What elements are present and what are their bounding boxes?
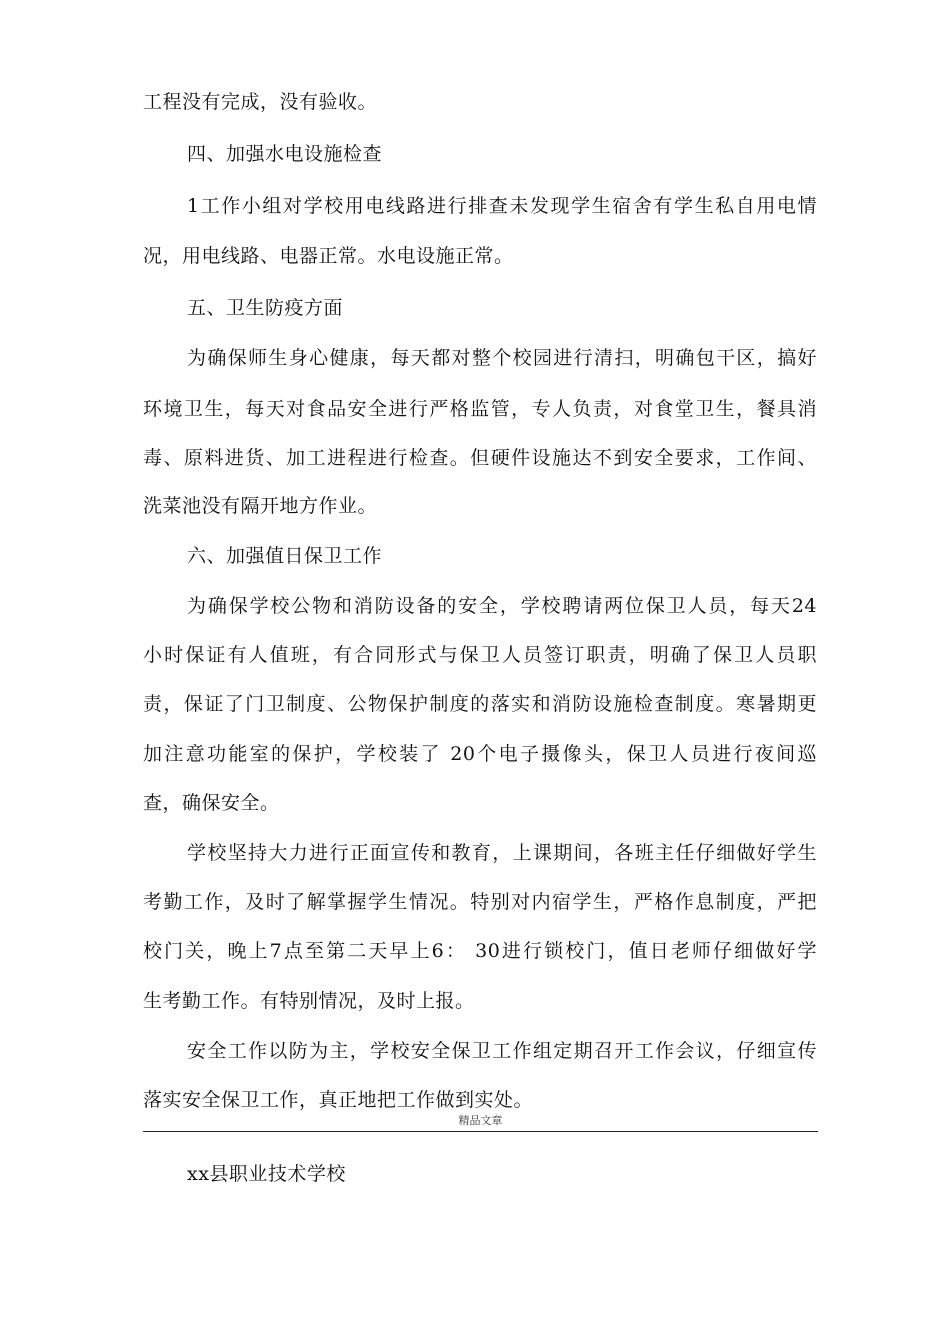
text-line-13: 责，保证了门卫制度、公物保护制度的落实和消防设施检查制度。寒暑期更 (143, 693, 817, 715)
text-line-11: 为确保学校公物和消防设备的安全，学校聘请两位保卫人员，每天24 (187, 595, 817, 617)
text-line-19: 生考勤工作。有特别情况，及时上报。 (143, 990, 475, 1012)
signature-school-name: xx县职业技术学校 (187, 1163, 346, 1185)
footer-label: 精品文章 (458, 1114, 503, 1127)
text-line-21: 落实安全保卫工作，真正地把工作做到实处。 (143, 1089, 534, 1111)
text-line-17: 考勤工作，及时了解掌握学生情况。特别对内宿学生，严格作息制度，严把 (143, 891, 817, 913)
text-line-6: 为确保师生身心健康，每天都对整个校园进行清扫，明确包干区，搞好 (187, 347, 817, 369)
section-heading-6: 六、加强值日保卫工作 (187, 545, 383, 567)
text-line-8: 毒、原料进货、加工进程进行检查。但硬件设施达不到安全要求，工作间、 (143, 447, 817, 469)
text-line-15: 查，确保安全。 (143, 792, 280, 814)
text-line-1: 工程没有完成，没有验收。 (143, 91, 378, 113)
text-line-14: 加注意功能室的保护，学校装了 20个电子摄像头，保卫人员进行夜间巡 (143, 743, 817, 765)
text-line-9: 洗菜池没有隔开地方作业。 (143, 495, 378, 517)
text-line-16: 学校坚持大力进行正面宣传和教育，上课期间，各班主任仔细做好学生 (187, 842, 817, 864)
footer-divider (143, 1131, 818, 1132)
text-line-3: 1工作小组对学校用电线路进行排查未发现学生宿舍有学生私自用电情 (187, 195, 817, 217)
text-line-20: 安全工作以防为主，学校安全保卫工作组定期召开工作会议，仔细宣传 (187, 1040, 817, 1062)
section-heading-4: 四、加强水电设施检查 (187, 143, 383, 165)
section-heading-5: 五、卫生防疫方面 (187, 297, 344, 319)
text-line-18: 校门关，晚上7点至第二天早上6： 30进行锁校门，值日老师仔细做好学 (143, 940, 817, 962)
text-line-4: 况，用电线路、电器正常。水电设施正常。 (143, 245, 514, 267)
text-line-7: 环境卫生，每天对食品安全进行严格监管，专人负责，对食堂卫生，餐具消 (143, 398, 817, 420)
text-line-12: 小时保证有人值班，有合同形式与保卫人员签订职责，明确了保卫人员职 (143, 644, 817, 666)
